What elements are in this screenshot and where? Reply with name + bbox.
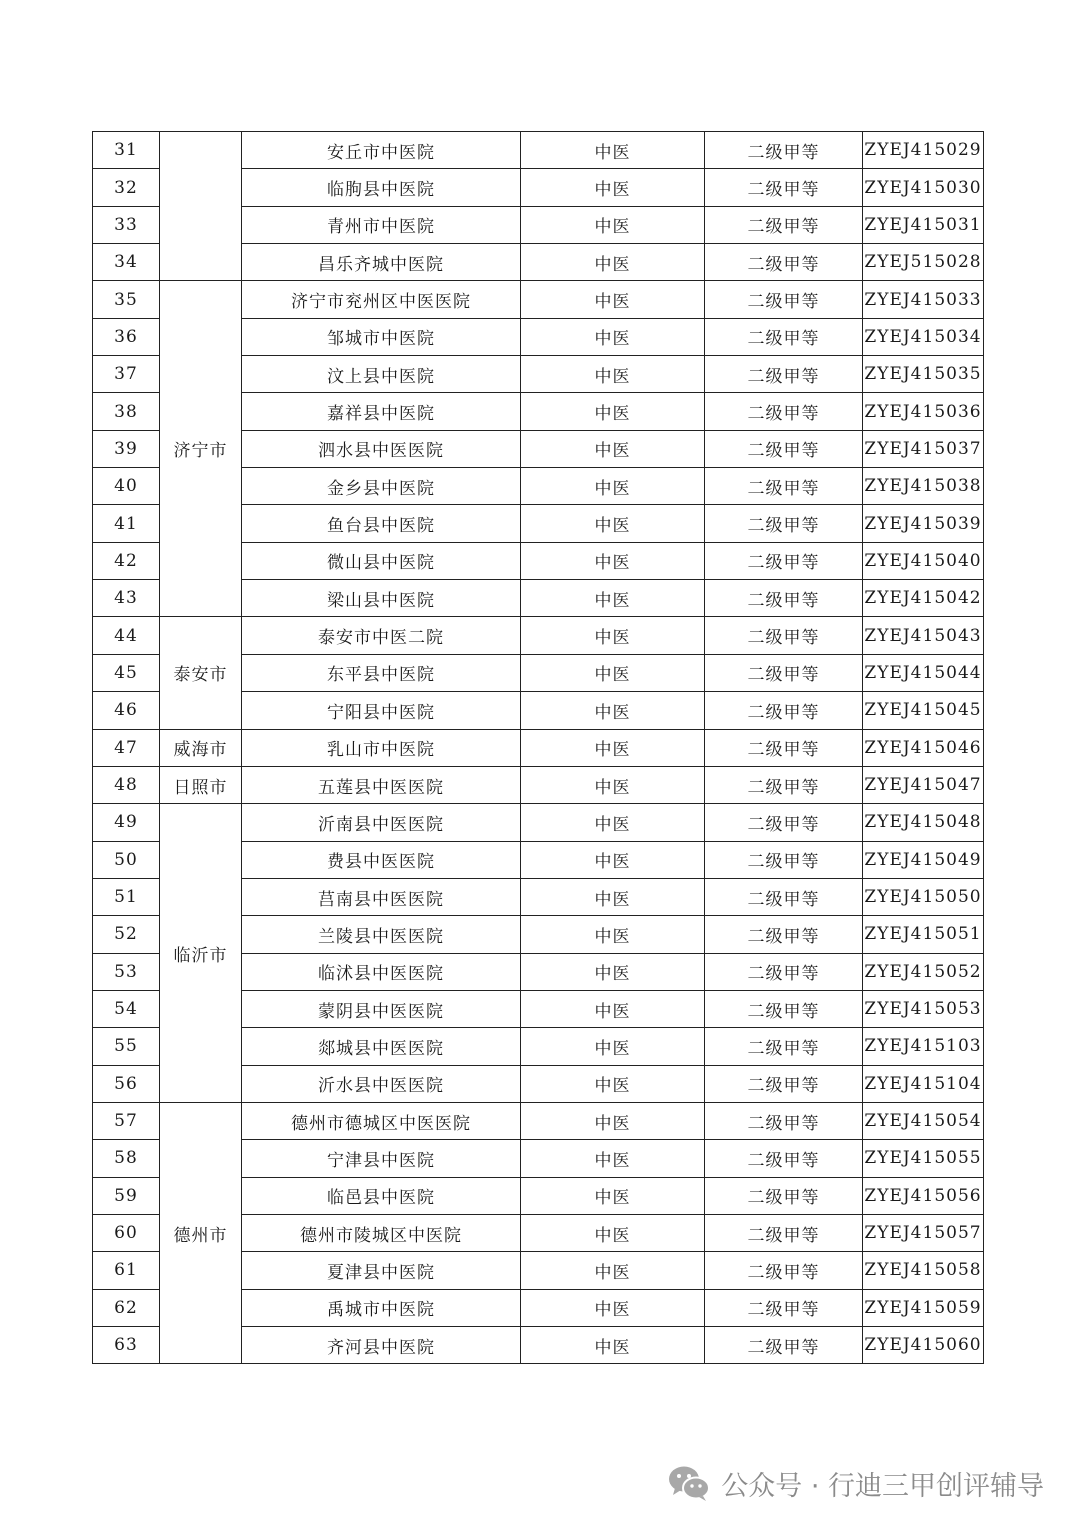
level-cell: 二级甲等 (705, 1289, 863, 1326)
level-cell: 二级甲等 (705, 766, 863, 803)
row-number: 42 (93, 542, 160, 579)
hospital-name: 东平县中医院 (242, 654, 521, 691)
row-number: 52 (93, 916, 160, 953)
row-number: 59 (93, 1177, 160, 1214)
hospital-name: 沂南县中医医院 (242, 804, 521, 841)
code-cell: ZYEJ415039 (863, 505, 984, 542)
row-number: 44 (93, 617, 160, 654)
level-cell: 二级甲等 (705, 1028, 863, 1065)
category-cell: 中医 (521, 393, 705, 430)
level-cell: 二级甲等 (705, 916, 863, 953)
row-number: 56 (93, 1065, 160, 1102)
watermark-text: 公众号 · 行迪三甲创评辅导 (721, 1470, 1044, 1502)
level-cell: 二级甲等 (705, 1177, 863, 1214)
row-number: 53 (93, 953, 160, 990)
category-cell: 中医 (521, 318, 705, 355)
hospital-name: 兰陵县中医医院 (242, 916, 521, 953)
hospital-name: 莒南县中医医院 (242, 878, 521, 915)
code-cell: ZYEJ415043 (863, 617, 984, 654)
row-number: 37 (93, 356, 160, 393)
category-cell: 中医 (521, 580, 705, 617)
code-cell: ZYEJ415038 (863, 468, 984, 505)
row-number: 34 (93, 244, 160, 281)
category-cell: 中医 (521, 281, 705, 318)
level-cell: 二级甲等 (705, 729, 863, 766)
code-cell: ZYEJ415029 (863, 132, 984, 169)
level-cell: 二级甲等 (705, 878, 863, 915)
hospital-name: 汶上县中医院 (242, 356, 521, 393)
row-number: 48 (93, 766, 160, 803)
row-number: 38 (93, 393, 160, 430)
code-cell: ZYEJ415036 (863, 393, 984, 430)
code-cell: ZYEJ415048 (863, 804, 984, 841)
category-cell: 中医 (521, 729, 705, 766)
code-cell: ZYEJ415059 (863, 1289, 984, 1326)
hospital-name: 昌乐齐城中医院 (242, 244, 521, 281)
level-cell: 二级甲等 (705, 169, 863, 206)
category-cell: 中医 (521, 1177, 705, 1214)
row-number: 47 (93, 729, 160, 766)
row-number: 39 (93, 430, 160, 467)
city-cell: 泰安市 (160, 617, 242, 729)
category-cell: 中医 (521, 1252, 705, 1289)
level-cell: 二级甲等 (705, 1065, 863, 1102)
hospital-table-body (93, 132, 984, 1364)
row-number: 54 (93, 990, 160, 1027)
category-cell: 中医 (521, 841, 705, 878)
level-cell: 二级甲等 (705, 617, 863, 654)
row-number: 35 (93, 281, 160, 318)
row-number: 57 (93, 1102, 160, 1139)
hospital-name: 齐河县中医院 (242, 1327, 521, 1364)
row-number: 60 (93, 1214, 160, 1251)
code-cell: ZYEJ415045 (863, 692, 984, 729)
code-cell: ZYEJ415049 (863, 841, 984, 878)
hospital-name: 德州市陵城区中医院 (242, 1214, 521, 1251)
code-cell: ZYEJ415035 (863, 356, 984, 393)
category-cell: 中医 (521, 1102, 705, 1139)
code-cell: ZYEJ415052 (863, 953, 984, 990)
hospital-name: 微山县中医院 (242, 542, 521, 579)
level-cell: 二级甲等 (705, 692, 863, 729)
category-cell: 中医 (521, 654, 705, 691)
hospital-name: 蒙阴县中医医院 (242, 990, 521, 1027)
city-cell: 威海市 (160, 729, 242, 766)
code-cell: ZYEJ415030 (863, 169, 984, 206)
code-cell: ZYEJ415055 (863, 1140, 984, 1177)
category-cell: 中医 (521, 1214, 705, 1251)
row-number: 61 (93, 1252, 160, 1289)
category-cell: 中医 (521, 878, 705, 915)
category-cell: 中医 (521, 766, 705, 803)
table-row (93, 281, 984, 318)
category-cell: 中医 (521, 430, 705, 467)
category-cell: 中医 (521, 356, 705, 393)
hospital-name: 沂水县中医医院 (242, 1065, 521, 1102)
level-cell: 二级甲等 (705, 1252, 863, 1289)
level-cell: 二级甲等 (705, 841, 863, 878)
city-cell (160, 132, 242, 281)
category-cell: 中医 (521, 542, 705, 579)
code-cell: ZYEJ415104 (863, 1065, 984, 1102)
level-cell: 二级甲等 (705, 1327, 863, 1364)
category-cell: 中医 (521, 468, 705, 505)
level-cell: 二级甲等 (705, 1102, 863, 1139)
hospital-name: 嘉祥县中医院 (242, 393, 521, 430)
code-cell: ZYEJ415047 (863, 766, 984, 803)
level-cell: 二级甲等 (705, 132, 863, 169)
hospital-name: 宁阳县中医院 (242, 692, 521, 729)
category-cell: 中医 (521, 244, 705, 281)
hospital-name: 费县中医医院 (242, 841, 521, 878)
hospital-name: 济宁市兖州区中医医院 (242, 281, 521, 318)
code-cell: ZYEJ415056 (863, 1177, 984, 1214)
hospital-name: 青州市中医院 (242, 206, 521, 243)
city-cell: 济宁市 (160, 281, 242, 617)
category-cell: 中医 (521, 505, 705, 542)
code-cell: ZYEJ415103 (863, 1028, 984, 1065)
code-cell: ZYEJ415033 (863, 281, 984, 318)
row-number: 58 (93, 1140, 160, 1177)
hospital-name: 泰安市中医二院 (242, 617, 521, 654)
row-number: 33 (93, 206, 160, 243)
wechat-icon (667, 1463, 711, 1503)
level-cell: 二级甲等 (705, 990, 863, 1027)
level-cell: 二级甲等 (705, 580, 863, 617)
code-cell: ZYEJ415053 (863, 990, 984, 1027)
level-cell: 二级甲等 (705, 393, 863, 430)
city-cell: 临沂市 (160, 804, 242, 1103)
category-cell: 中医 (521, 1140, 705, 1177)
hospital-name: 夏津县中医院 (242, 1252, 521, 1289)
row-number: 49 (93, 804, 160, 841)
row-number: 40 (93, 468, 160, 505)
level-cell: 二级甲等 (705, 1214, 863, 1251)
hospital-name: 安丘市中医院 (242, 132, 521, 169)
category-cell: 中医 (521, 1289, 705, 1326)
hospital-name: 郯城县中医医院 (242, 1028, 521, 1065)
hospital-name: 金乡县中医院 (242, 468, 521, 505)
category-cell: 中医 (521, 916, 705, 953)
row-number: 41 (93, 505, 160, 542)
hospital-name: 五莲县中医医院 (242, 766, 521, 803)
row-number: 46 (93, 692, 160, 729)
table-row (93, 617, 984, 654)
level-cell: 二级甲等 (705, 206, 863, 243)
category-cell: 中医 (521, 990, 705, 1027)
category-cell: 中医 (521, 804, 705, 841)
code-cell: ZYEJ415060 (863, 1327, 984, 1364)
code-cell: ZYEJ415050 (863, 878, 984, 915)
level-cell: 二级甲等 (705, 953, 863, 990)
level-cell: 二级甲等 (705, 244, 863, 281)
category-cell: 中医 (521, 132, 705, 169)
hospital-table (92, 131, 984, 1364)
table-row (93, 766, 984, 803)
table-row (93, 729, 984, 766)
row-number: 36 (93, 318, 160, 355)
level-cell: 二级甲等 (705, 542, 863, 579)
level-cell: 二级甲等 (705, 356, 863, 393)
hospital-name: 临邑县中医院 (242, 1177, 521, 1214)
category-cell: 中医 (521, 1065, 705, 1102)
category-cell: 中医 (521, 617, 705, 654)
row-number: 45 (93, 654, 160, 691)
table-row (93, 1102, 984, 1139)
row-number: 55 (93, 1028, 160, 1065)
hospital-name: 泗水县中医医院 (242, 430, 521, 467)
code-cell: ZYEJ415051 (863, 916, 984, 953)
level-cell: 二级甲等 (705, 430, 863, 467)
code-cell: ZYEJ415054 (863, 1102, 984, 1139)
hospital-name: 梁山县中医院 (242, 580, 521, 617)
code-cell: ZYEJ415037 (863, 430, 984, 467)
hospital-name: 邹城市中医院 (242, 318, 521, 355)
hospital-name: 临沭县中医医院 (242, 953, 521, 990)
code-cell: ZYEJ415031 (863, 206, 984, 243)
category-cell: 中医 (521, 692, 705, 729)
category-cell: 中医 (521, 1028, 705, 1065)
row-number: 50 (93, 841, 160, 878)
category-cell: 中医 (521, 206, 705, 243)
hospital-name: 宁津县中医院 (242, 1140, 521, 1177)
row-number: 32 (93, 169, 160, 206)
table-row (93, 132, 984, 169)
hospital-name: 禹城市中医院 (242, 1289, 521, 1326)
row-number: 31 (93, 132, 160, 169)
city-cell: 日照市 (160, 766, 242, 803)
category-cell: 中医 (521, 169, 705, 206)
row-number: 43 (93, 580, 160, 617)
level-cell: 二级甲等 (705, 505, 863, 542)
table-row (93, 804, 984, 841)
row-number: 51 (93, 878, 160, 915)
level-cell: 二级甲等 (705, 1140, 863, 1177)
code-cell: ZYEJ415044 (863, 654, 984, 691)
code-cell: ZYEJ415057 (863, 1214, 984, 1251)
code-cell: ZYEJ415042 (863, 580, 984, 617)
hospital-name: 临朐县中医院 (242, 169, 521, 206)
level-cell: 二级甲等 (705, 318, 863, 355)
hospital-name: 乳山市中医院 (242, 729, 521, 766)
code-cell: ZYEJ515028 (863, 244, 984, 281)
category-cell: 中医 (521, 1327, 705, 1364)
code-cell: ZYEJ415058 (863, 1252, 984, 1289)
row-number: 62 (93, 1289, 160, 1326)
code-cell: ZYEJ415046 (863, 729, 984, 766)
code-cell: ZYEJ415034 (863, 318, 984, 355)
level-cell: 二级甲等 (705, 654, 863, 691)
row-number: 63 (93, 1327, 160, 1364)
level-cell: 二级甲等 (705, 468, 863, 505)
level-cell: 二级甲等 (705, 804, 863, 841)
watermark (667, 1463, 1044, 1503)
level-cell: 二级甲等 (705, 281, 863, 318)
hospital-name: 德州市德城区中医医院 (242, 1102, 521, 1139)
hospital-name: 鱼台县中医院 (242, 505, 521, 542)
category-cell: 中医 (521, 953, 705, 990)
code-cell: ZYEJ415040 (863, 542, 984, 579)
city-cell: 德州市 (160, 1102, 242, 1363)
